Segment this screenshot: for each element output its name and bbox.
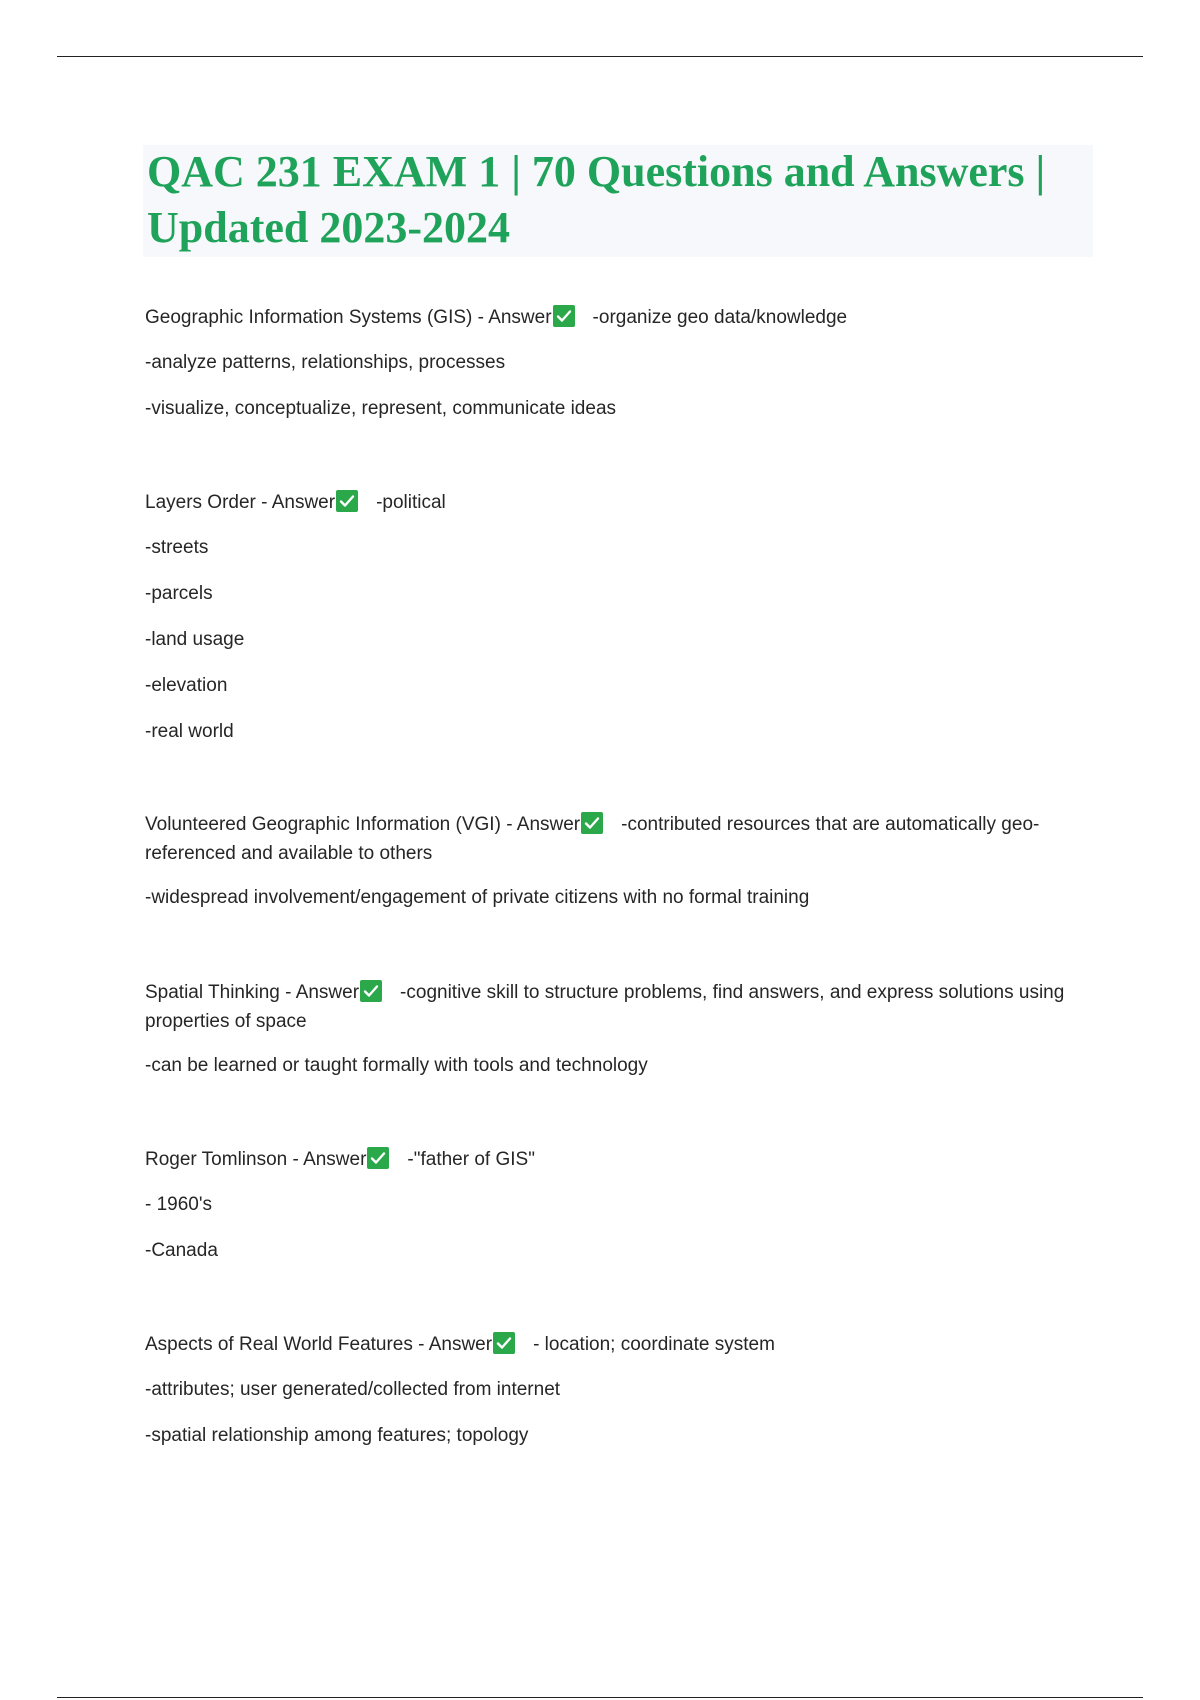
answer-line: -"father of GIS" <box>407 1149 535 1170</box>
answer-label: Answer <box>488 307 552 328</box>
bottom-rule <box>57 1697 1143 1698</box>
question-term: Spatial Thinking - <box>145 982 292 1003</box>
check-mark-icon <box>493 1332 515 1354</box>
question-term: Layers Order - <box>145 492 268 513</box>
question-term: Geographic Information Systems (GIS) - <box>145 307 484 328</box>
answer-line: - 1960's <box>145 1194 213 1215</box>
qa-entry-vgi <box>145 810 1085 930</box>
answer-line: -attributes; user generated/collected from internet <box>145 1379 561 1400</box>
question-line <box>145 488 1085 517</box>
answer-line: -can be learned or taught formally with tools and technology <box>145 1055 648 1076</box>
top-rule <box>57 56 1143 57</box>
qa-entry-real-world-features <box>145 1330 1085 1468</box>
answer-line: -elevation <box>145 675 228 696</box>
answer-label: Answer <box>271 492 336 513</box>
question-line <box>145 978 1085 1036</box>
check-mark-icon <box>367 1147 389 1169</box>
qa-entry-roger-tomlinson <box>145 1145 1085 1283</box>
question-line <box>145 1145 1085 1174</box>
answer-label: Answer <box>516 814 581 835</box>
check-mark-icon <box>360 980 382 1002</box>
check-mark-icon <box>336 490 358 512</box>
document-title: QAC 231 EXAM 1 | 70 Questions and Answers | Updated 2023-2024 <box>147 147 1046 252</box>
question-term: Aspects of Real World Features - <box>145 1334 425 1355</box>
answer-line: -visualize, conceptualize, represent, communicate ideas <box>145 398 617 419</box>
answer-line: -organize geo data/knowledge <box>592 307 848 328</box>
answer-line: -contributed resources that are automatically geo-referenced and available to others <box>145 814 1040 864</box>
answer-line: -parcels <box>145 583 213 604</box>
check-mark-icon <box>553 305 575 327</box>
answer-line: -Canada <box>145 1240 218 1261</box>
qa-entry-layers-order <box>145 488 1085 764</box>
answer-line: -streets <box>145 537 209 558</box>
answer-label: Answer <box>295 982 360 1003</box>
answer-label: Answer <box>303 1149 367 1170</box>
answer-line: -cognitive skill to structure problems, find answers, and express solutions using properties of space <box>145 982 1065 1032</box>
question-term: Roger Tomlinson - <box>145 1149 299 1170</box>
answer-line: -land usage <box>145 629 245 650</box>
answer-line: - location; coordinate system <box>533 1334 775 1355</box>
answer-line: -real world <box>145 721 234 742</box>
answer-line: -analyze patterns, relationships, processes <box>145 352 506 373</box>
question-term: Volunteered Geographic Information (VGI) - <box>145 814 513 835</box>
answer-line: -widespread involvement/engagement of private citizens with no formal training <box>145 887 810 908</box>
answer-line: -spatial relationship among features; topology <box>145 1425 529 1446</box>
question-line <box>145 810 1085 868</box>
qa-entry-spatial-thinking <box>145 978 1085 1098</box>
qa-entry-gis <box>145 303 1085 441</box>
answer-label: Answer <box>428 1334 493 1355</box>
question-line <box>145 1330 1085 1359</box>
check-mark-icon <box>581 812 603 834</box>
answer-line: -political <box>376 492 446 513</box>
question-line <box>145 303 1085 332</box>
